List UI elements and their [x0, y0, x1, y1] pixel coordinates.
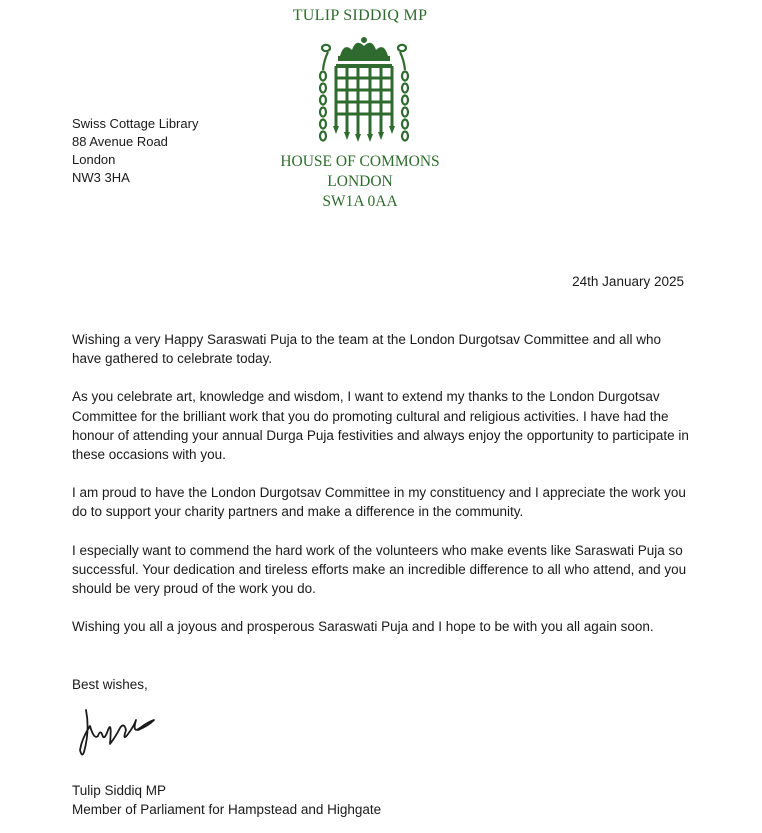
- signer-block: [72, 781, 381, 819]
- recipient-line: 88 Avenue Road: [72, 134, 168, 149]
- body-paragraph: Wishing a very Happy Saraswati Puja to the team at the London Durgotsav Committee and all who have gathered to celebrate today.: [72, 332, 662, 367]
- recipient-line: NW3 3HA: [72, 170, 130, 185]
- recipient-address: [72, 115, 198, 187]
- recipient-line: London: [72, 152, 116, 167]
- portcullis-icon: [318, 36, 410, 144]
- signer-title: Member of Parliament for Hampstead and Highgate: [72, 802, 382, 817]
- body-paragraph: I especially want to commend the hard work of the volunteers who make events like Saraswati Puja so successful. Your dedication and tireless efforts make an incredible difference to all who attend, and you should be very proud of the work you do.: [72, 542, 687, 597]
- house-city: LONDON: [327, 173, 393, 190]
- letter-body: [72, 330, 690, 655]
- parliament-address: [240, 152, 480, 212]
- body-paragraph: As you celebrate art, knowledge and wisdom, I want to extend my thanks to the London Durgotsav Committee for the brilliant work that you do promoting cultural and religious activities. I have had the honour of attending your annual Durga Puja festivities and always enjoy the opportunity to participate in these occasions with you.: [72, 389, 689, 463]
- house-name: HOUSE OF COMMONS: [280, 153, 440, 170]
- signature-icon: [76, 700, 172, 760]
- body-paragraph: Wishing you all a joyous and prosperous Saraswati Puja and I hope to be with you all again soon.: [72, 619, 654, 635]
- recipient-line: Swiss Cottage Library: [72, 116, 199, 131]
- letterhead-name: TULIP SIDDIQ MP: [292, 7, 428, 24]
- body-paragraph: I am proud to have the London Durgotsav Committee in my constituency and I appreciate the work you do to support your charity partners and make a difference in the community.: [72, 485, 686, 520]
- signer-name: Tulip Siddiq MP: [72, 783, 167, 798]
- house-postcode: SW1A 0AA: [322, 193, 398, 210]
- sign-off: Best wishes,: [72, 677, 148, 692]
- letter-date: 24th January 2025: [572, 274, 684, 289]
